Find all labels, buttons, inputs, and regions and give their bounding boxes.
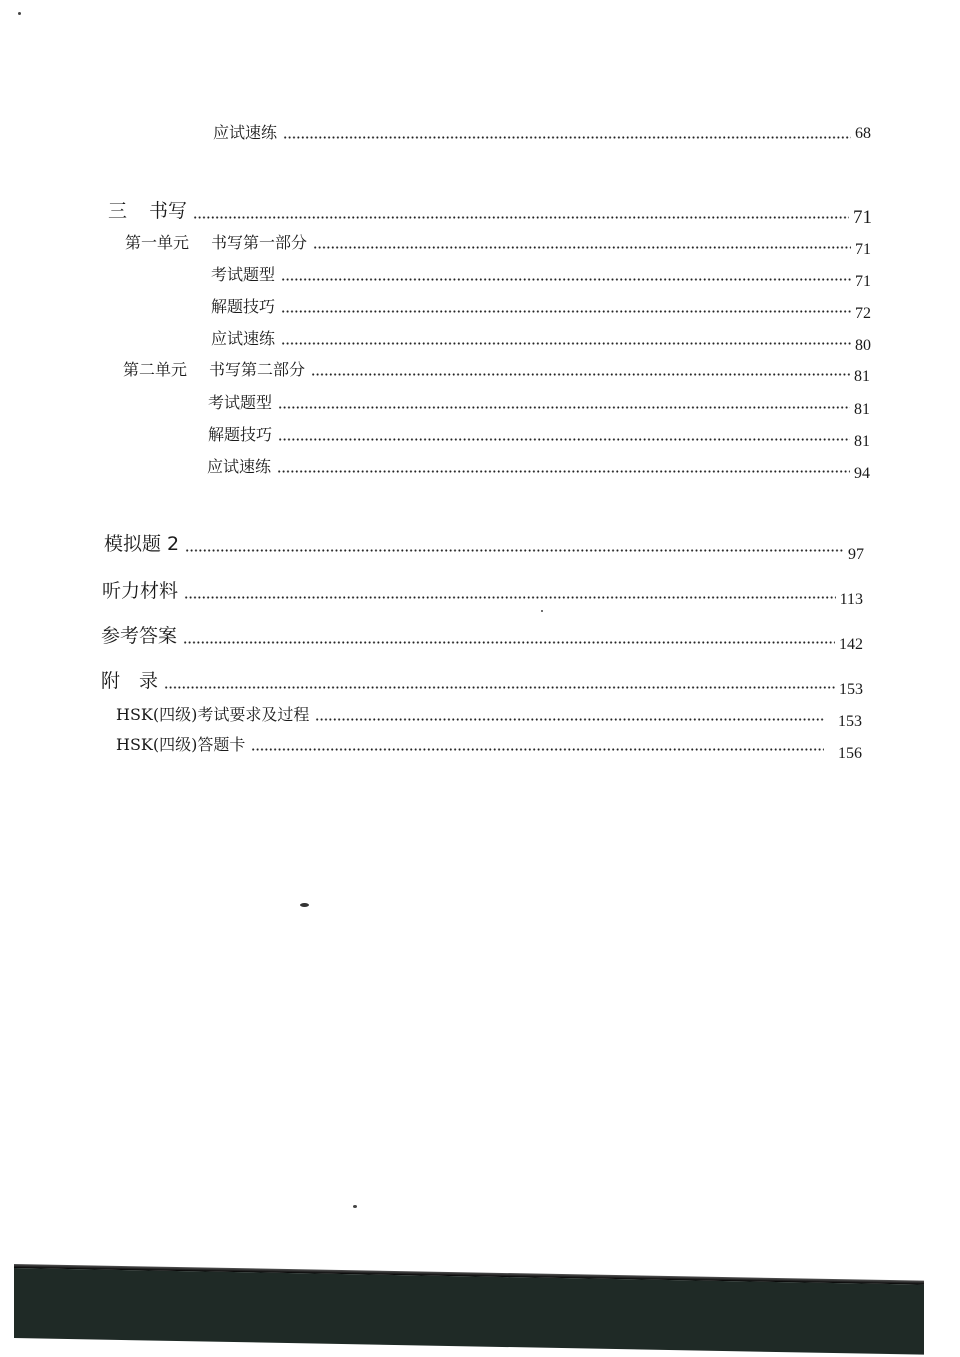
- unit-title: 书写第二部分: [209, 360, 306, 379]
- toc-entry[interactable]: [211, 262, 871, 290]
- toc-entry-label: 考试题型: [208, 393, 273, 412]
- toc-entry-page: 156: [838, 745, 862, 762]
- dot-leader: [283, 136, 851, 139]
- toc-entry-page: 71: [855, 273, 871, 290]
- toc-entry-yingshi-sulian-top[interactable]: [213, 120, 871, 143]
- unit-title: 书写第一部分: [211, 233, 308, 252]
- toc-entry-page: 153: [838, 713, 862, 730]
- toc-entry-page: 153: [839, 681, 863, 698]
- toc-entry-label: 解题技巧: [211, 297, 276, 316]
- toc-entry-page: 72: [855, 305, 871, 322]
- toc-entry-label: 应试速练: [213, 123, 278, 142]
- toc-entry-label: 考试题型: [211, 265, 276, 284]
- toc-entry-label: 模拟题 2: [104, 533, 180, 555]
- toc-chapter-3[interactable]: [108, 196, 872, 228]
- unit-prefix: 第二单元: [123, 360, 188, 379]
- toc-entry-label: 听力材料: [102, 580, 179, 602]
- dot-leader: [278, 406, 850, 409]
- toc-section-cankao-daan[interactable]: [101, 621, 863, 653]
- toc-entry-label: 应试速练: [211, 329, 276, 348]
- toc-entry-page: 94: [854, 465, 870, 482]
- scan-speck: [541, 610, 543, 612]
- toc-entry-page: 81: [854, 433, 870, 450]
- dot-leader: [164, 686, 835, 689]
- toc-entry-page: 81: [854, 368, 870, 385]
- toc-entry[interactable]: [207, 454, 870, 482]
- toc-section-tingli-cailiao[interactable]: [102, 576, 863, 608]
- dot-leader: [185, 549, 844, 552]
- toc-entry-page: 68: [855, 125, 871, 142]
- toc-entry-page: 71: [855, 241, 871, 258]
- dot-leader: [251, 748, 824, 751]
- dot-leader: [184, 596, 836, 599]
- toc-entry-label: 参考答案: [101, 625, 178, 647]
- unit-prefix: 第一单元: [125, 233, 190, 252]
- dot-leader: [315, 718, 824, 721]
- scan-speck: [353, 1205, 357, 1208]
- dot-leader: [281, 310, 851, 313]
- chapter-number: 三: [108, 200, 128, 222]
- toc-entry[interactable]: [211, 326, 871, 354]
- toc-entry-label: 应试速练: [207, 457, 272, 476]
- toc-entry-page: 80: [855, 337, 871, 354]
- toc-section-fulu[interactable]: [101, 666, 863, 698]
- scan-speck: [18, 12, 21, 15]
- toc-entry-page: 113: [839, 591, 863, 608]
- toc-entry-page: 142: [839, 636, 863, 653]
- toc-entry-page: 97: [848, 546, 864, 563]
- dot-leader: [313, 246, 851, 249]
- dot-leader: [278, 438, 850, 441]
- toc-entry-page: 81: [854, 401, 870, 418]
- dot-leader: [311, 373, 850, 376]
- toc-entry[interactable]: [208, 390, 870, 418]
- toc-entry[interactable]: [211, 294, 871, 322]
- toc-unit-1[interactable]: [125, 230, 871, 258]
- dot-leader: [193, 216, 849, 219]
- scan-speck: [300, 903, 309, 907]
- toc-entry-label: HSK(四级)考试要求及过程: [116, 705, 310, 724]
- toc-entry-page: 71: [853, 207, 872, 228]
- toc-section-moniti-2[interactable]: [104, 529, 864, 563]
- toc-entry-hsk-answer-sheet[interactable]: [116, 732, 862, 762]
- dot-leader: [281, 278, 851, 281]
- toc-entry-label: HSK(四级)答题卡: [116, 735, 246, 754]
- chapter-title: 书写: [149, 200, 188, 222]
- dot-leader: [281, 342, 851, 345]
- dot-leader: [277, 470, 850, 473]
- dot-leader: [183, 641, 835, 644]
- toc-entry-label: 附 录: [101, 670, 159, 692]
- toc-entry-label: 解题技巧: [208, 425, 273, 444]
- toc-unit-2[interactable]: [123, 357, 870, 385]
- toc-entry[interactable]: [208, 422, 870, 450]
- toc-entry-hsk-requirements[interactable]: [116, 702, 862, 730]
